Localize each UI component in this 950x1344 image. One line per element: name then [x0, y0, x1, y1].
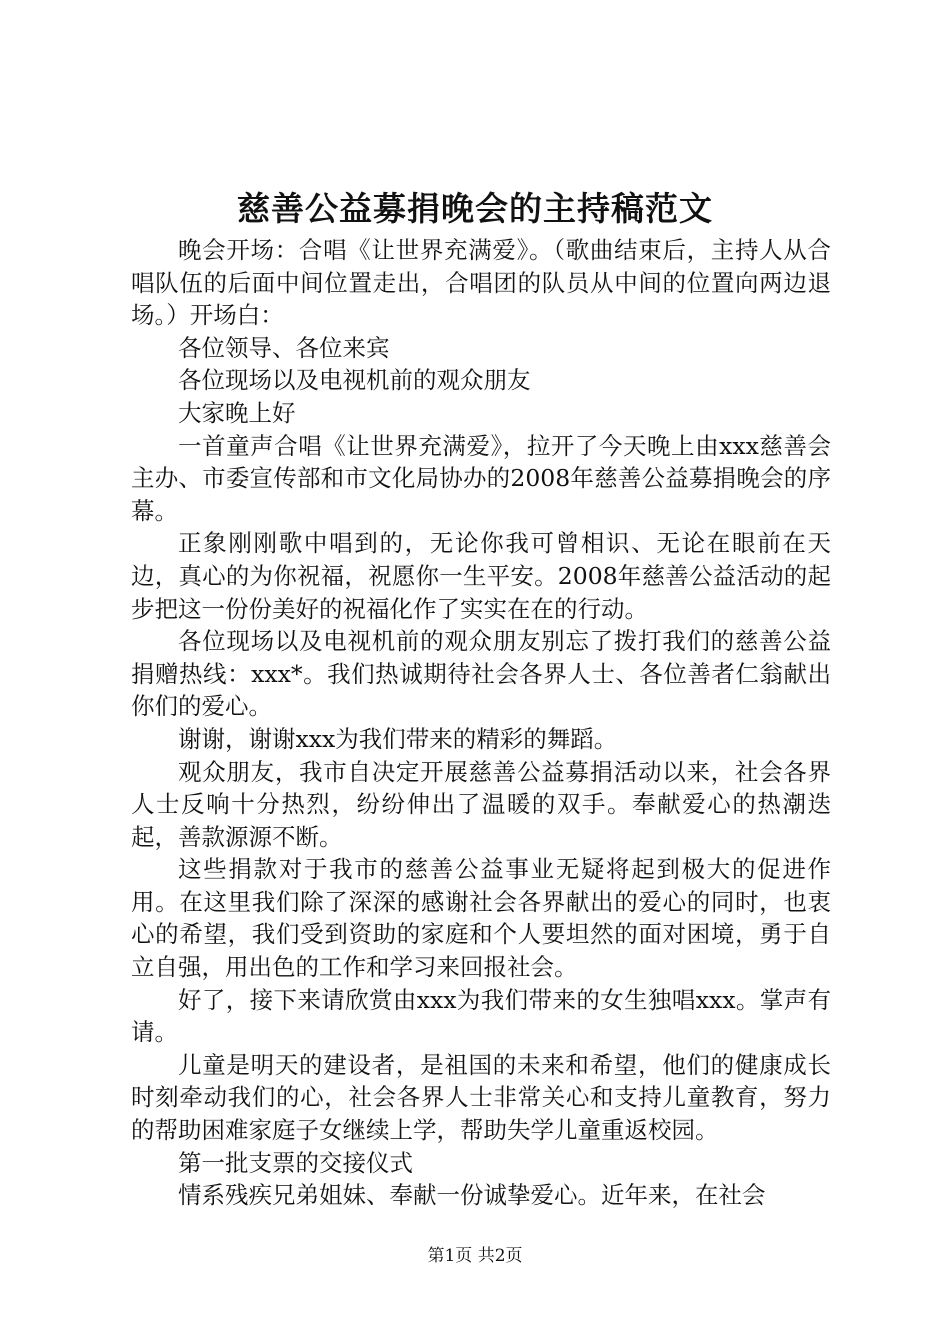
paragraph: 各位领导、各位来宾 — [178, 333, 390, 362]
paragraph: 观众朋友，我市自决定开展慈善公益募捐活动以来，社会各界人士反响十分热烈，纷纷伸出了温暖的双手。奉献爱心的热潮迭起，善款源源不断。 — [131, 757, 831, 851]
paragraph: 好了，接下来请欣赏由xxx为我们带来的女生独唱xxx。掌声有请。 — [131, 985, 831, 1047]
paragraph: 正象刚刚歌中唱到的，无论你我可曾相识、无论在眼前在天边，真心的为你祝福，祝愿你一生平安。2008年慈善公益活动的起步把这一份份美好的祝福化作了实实在在的行动。 — [131, 529, 831, 623]
paragraph: 晚会开场：合唱《让世界充满爱》。（歌曲结束后，主持人从合唱队伍的后面中间位置走出，合唱团的队员从中间的位置向两边退场。）开场白： — [131, 236, 831, 330]
paragraph: 这些捐款对于我市的慈善公益事业无疑将起到极大的促进作用。在这里我们除了深深的感谢社会各界献出的爱心的同时，也衷心的希望，我们受到资助的家庭和个人要坦然的面对困境，勇于自立自强，用出色的工作和学习来回报社会。 — [131, 855, 831, 982]
paragraph: 情系残疾兄弟姐妹、奉献一份诚挚爱心。近年来，在社会 — [178, 1181, 766, 1210]
document-title: 慈善公益募捐晚会的主持稿范文 — [237, 189, 713, 228]
paragraph: 大家晚上好 — [178, 398, 296, 427]
paragraph: 儿童是明天的建设者，是祖国的未来和希望，他们的健康成长时刻牵动我们的心，社会各界人士非常关心和支持儿童教育，努力的帮助困难家庭子女继续上学，帮助失学儿童重返校园。 — [131, 1050, 831, 1145]
paragraph: 各位现场以及电视机前的观众朋友 — [178, 366, 531, 395]
page-footer: 第1页 共2页 — [427, 1246, 523, 1266]
paragraph: 第一批支票的交接仪式 — [178, 1148, 413, 1177]
paragraph: 一首童声合唱《让世界充满爱》，拉开了今天晚上由xxx慈善会主办、市委宣传部和市文化局协办的2008年慈善公益募捐晚会的序幕。 — [131, 431, 831, 525]
paragraph: 各位现场以及电视机前的观众朋友别忘了拨打我们的慈善公益捐赠热线：xxx*。我们热诚期待社会各界人士、各位善者仁翁献出你们的爱心。 — [131, 627, 831, 721]
document-body — [131, 234, 831, 1212]
paragraph: 谢谢，谢谢xxx为我们带来的精彩的舞蹈。 — [178, 724, 618, 753]
